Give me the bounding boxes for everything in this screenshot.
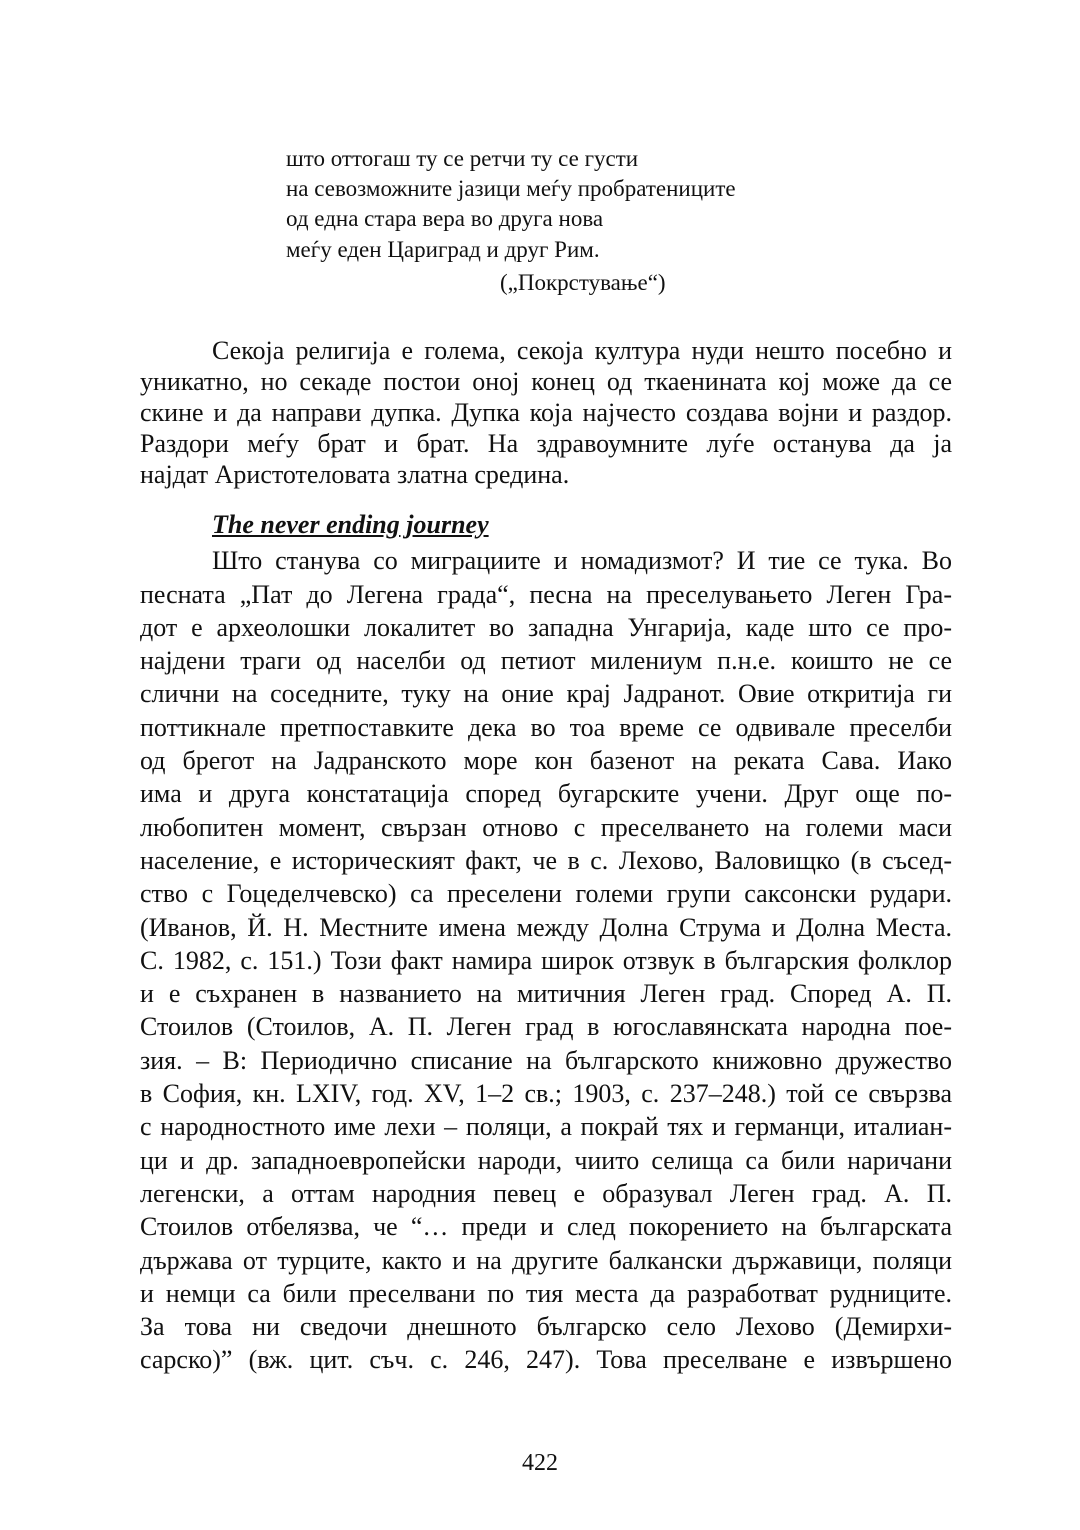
paragraph-line: Што станува со миграциите и номадизмот? И тие се тука. Во <box>212 546 952 575</box>
paragraph-line: За това ни сведочи днешното българско село Лехово (Демирхи- <box>140 1312 952 1341</box>
paragraph-line: легенски, а оттам народния певец е образувал Леген град. А. П. <box>140 1179 952 1208</box>
paragraph-line: скине и да направи дупка. Дупка која најчесто создава војни и раздор. <box>140 398 952 427</box>
paragraph-line: сарско)” (вж. цит. съч. с. 246, 247). Това преселване е извършено <box>140 1345 952 1374</box>
paragraph-line: Раздори меѓу брат и брат. На здравоумните луѓе останува да ја <box>140 429 952 458</box>
section-heading: The never ending journey <box>212 510 489 539</box>
paragraph-line: Стоилов (Стоилов, А. П. Леген град в югославянската народна пое- <box>140 1012 952 1041</box>
paragraph-line: поттикнале претпоставките дека во тоа време се одвивале преселби <box>140 713 952 742</box>
paragraph-line: зия. – В: Периодично списание на българското книжовно дружество <box>140 1046 952 1075</box>
paragraph-line: ци и др. западноевропейски народи, чиито селища са били наричани <box>140 1146 952 1175</box>
paragraph-line: слични на соседните, туку на оние крај Јадранот. Овие откритија ги <box>140 679 952 708</box>
paragraph-line: и немци са били преселвани по тия места да разработват рудниците. <box>140 1279 952 1308</box>
paragraph-line: С. 1982, с. 151.) Този факт намира широк отзвук в българския фолклор <box>140 946 952 975</box>
paragraph-line: и е съхранен в названието на митичния Леген град. Според А. П. <box>140 979 952 1008</box>
poem-attribution: („Покрстување“) <box>500 270 666 295</box>
poem-line: што оттогаш ту се ретчи ту се густи <box>286 146 639 171</box>
paragraph-line: любопитен момент, свързан отново с преселването на големи маси <box>140 813 952 842</box>
paragraph-line: најдени траги од населби од петиот милениум п.н.е. коишто не се <box>140 646 952 675</box>
paragraph-line: (Иванов, Й. Н. Местните имена между Долна Струма и Долна Места. <box>140 913 952 942</box>
paragraph-line: Секоја религија е голема, секоја култура нуди нешто посебно и <box>212 336 952 365</box>
paragraph-line: од брегот на Јадранското море кон базенот на реката Сава. Иако <box>140 746 952 775</box>
paragraph-line: има и друга констатација според бугарските учени. Друг още по- <box>140 779 952 808</box>
poem-line: меѓу еден Цариград и друг Рим. <box>286 237 600 262</box>
poem-line: од една стара вера во друга нова <box>286 206 604 231</box>
paragraph-line: ство с Гоцеделчевско) са преселени големи групи саксонски рудари. <box>140 879 952 908</box>
paragraph-line: с народностното име лехи – поляци, а покрай тях и германци, италиан- <box>140 1112 952 1141</box>
paragraph-line: Стоилов отбелязва, че “… преди и след покорението на българската <box>140 1212 952 1241</box>
page-number: 422 <box>522 1450 558 1476</box>
paragraph-line: уникатно, но секаде постои оној конец од ткаенината кој може да се <box>140 367 952 396</box>
poem-line: на севозможните јазици меѓу пробратениците <box>286 176 736 201</box>
paragraph-line: държава от турците, както и на другите балкански държавици, поляци <box>140 1246 952 1275</box>
paragraph-line: дот е археолошки локалитет во западна Унгарија, каде што се про- <box>140 613 952 642</box>
paragraph-line: најдат Аристотеловата златна средина. <box>140 460 570 489</box>
paragraph-line: в София, кн. LXIV, год. XV, 1–2 св.; 1903, с. 237–248.) той се свързва <box>140 1079 952 1108</box>
paragraph-line: песната „Пат до Легена града“, песна на преселувањето Леген Гра- <box>140 580 952 609</box>
paragraph-line: население, е историческият факт, че в с. Лехово, Валовищко (в съсед- <box>140 846 952 875</box>
